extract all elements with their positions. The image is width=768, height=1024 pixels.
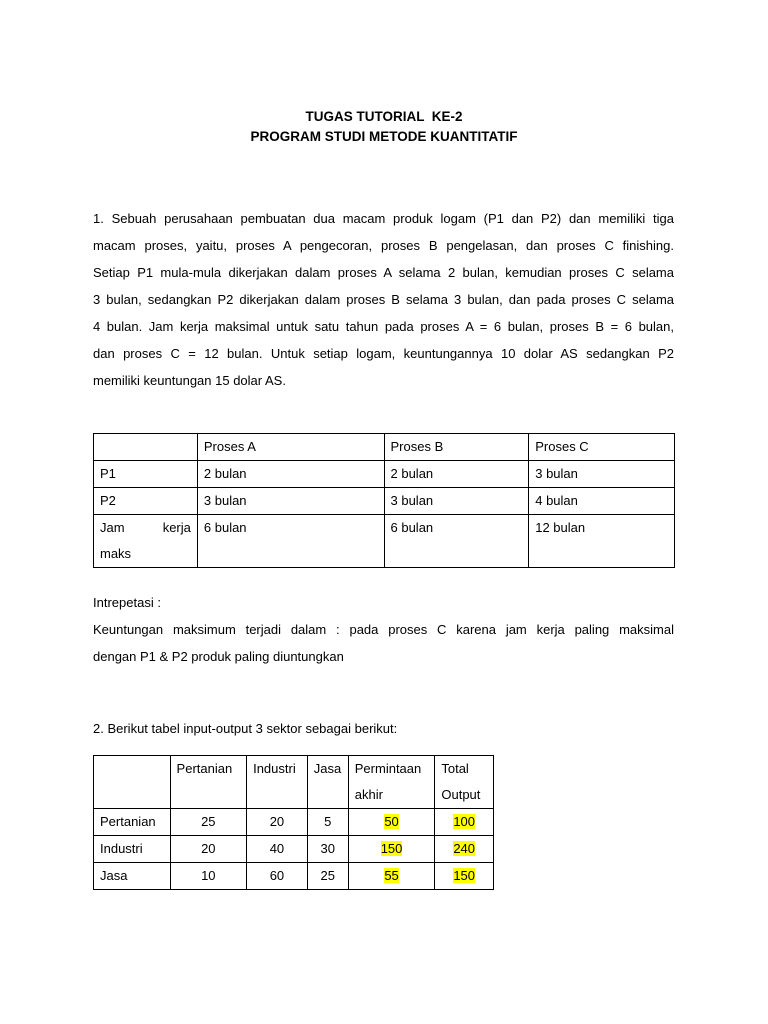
question-2-intro [93,715,674,742]
highlighted-value: 150 [380,841,403,856]
highlighted-value: 50 [384,814,399,829]
table-cell: Total Output [435,756,494,809]
table-cell [348,863,435,890]
q1-line: memiliki keuntungan 15 dolar AS. [93,373,286,388]
row-label-word: maks [100,546,132,561]
highlighted-value: 100 [453,814,476,829]
row-label-word: kerja [162,520,191,535]
table-cell: 2 bulan [197,461,384,488]
table-cell: 25 [170,809,247,836]
table-cell: 6 bulan [384,515,529,568]
document-heading [0,107,768,147]
table-cell: 40 [247,836,308,863]
interpretation-line: Keuntungan maksimum terjadi dalam : pada proses C karena jam kerja paling maksimal [93,622,674,637]
table-cell: 60 [247,863,308,890]
table-cell [435,863,494,890]
table-cell [435,836,494,863]
title-line-1: TUGAS TUTORIAL KE-2 [305,109,463,124]
table-cell: Jasa [94,863,171,890]
table-row [94,488,675,515]
table-cell: 20 [170,836,247,863]
table-cell: P2 [94,488,198,515]
title-line-2: PROGRAM STUDI METODE KUANTITATIF [250,129,518,144]
table-cell [435,809,494,836]
table-cell: 20 [247,809,308,836]
table-cell [94,434,198,461]
highlighted-value: 55 [384,868,399,883]
table-row [94,515,675,568]
table-cell: 25 [307,863,348,890]
table-cell [348,836,435,863]
q2-intro-line: 2. Berikut tabel input-output 3 sektor sebagai berikut: [93,721,398,736]
q1-line: 4 bulan. Jam kerja maksimal untuk satu tahun pada proses A = 6 bulan, proses B = 6 bulan, [93,319,674,334]
table-row [94,461,675,488]
q1-line: dan proses C = 12 bulan. Untuk setiap logam, keuntungannya 10 dolar AS sedangkan P2 [93,346,674,361]
table-cell: 6 bulan [197,515,384,568]
question-1-paragraph [93,205,674,394]
q1-line: Setiap P1 mula-mula dikerjakan dalam proses A selama 2 bulan, kemudian proses C selama [93,265,674,280]
table-cell: Jasa [307,756,348,809]
table-cell [348,809,435,836]
row-label-word: Jam [100,520,125,535]
table-cell: 3 bulan [384,488,529,515]
table-header-row [94,756,494,809]
table-cell: 4 bulan [529,488,675,515]
table-cell: 10 [170,863,247,890]
table-cell: 3 bulan [529,461,675,488]
table-cell: Industri [94,836,171,863]
table-row [94,863,494,890]
process-table [93,433,675,568]
highlighted-value: 150 [453,868,476,883]
table-cell: 3 bulan [197,488,384,515]
table-row [94,809,494,836]
table-cell: 12 bulan [529,515,675,568]
row-label-line [100,515,191,541]
interpretation-label: Intrepetasi : [93,595,161,610]
input-output-table [93,755,494,890]
table-cell [94,756,171,809]
table-cell-row-label [94,515,198,568]
highlighted-value: 240 [453,841,476,856]
table-cell: Proses C [529,434,675,461]
q1-line: 1. Sebuah perusahaan pembuatan dua macam produk logam (P1 dan P2) dan memiliki tiga [93,211,674,226]
interpretation-section [93,589,674,670]
table-cell: P1 [94,461,198,488]
table-cell: Proses A [197,434,384,461]
q1-line: 3 bulan, sedangkan P2 dikerjakan dalam proses B selama 3 bulan, dan pada proses C selama [93,292,674,307]
table-cell: Industri [247,756,308,809]
table-cell: 5 [307,809,348,836]
table-row [94,836,494,863]
q1-line: macam proses, yaitu, proses A pengecoran, proses B pengelasan, dan proses C finishing. [93,238,674,253]
table-cell: Permintaan akhir [348,756,435,809]
table-cell: Proses B [384,434,529,461]
table-cell: 2 bulan [384,461,529,488]
interpretation-line: dengan P1 & P2 produk paling diuntungkan [93,649,344,664]
table-cell: Pertanian [170,756,247,809]
table-cell: Pertanian [94,809,171,836]
table-cell: 30 [307,836,348,863]
table-header-row [94,434,675,461]
